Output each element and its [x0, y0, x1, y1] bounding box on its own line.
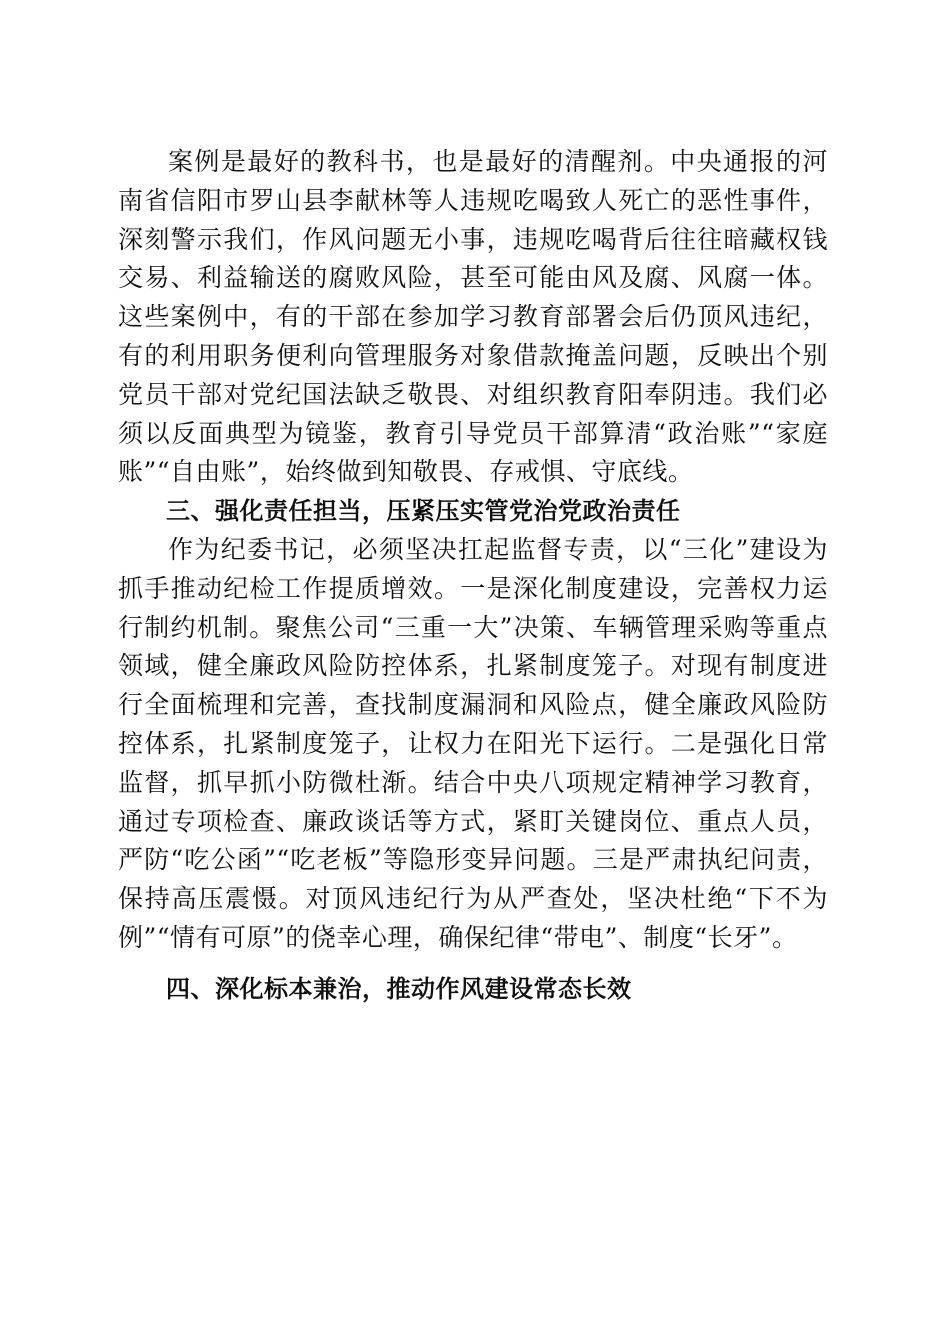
section-heading-4: 四、深化标本兼治，推动作风建设常态长效	[166, 974, 632, 1003]
document-body	[118, 143, 828, 1009]
body-paragraph: 案例是最好的教科书，也是最好的清醒剂。中央通报的河南省信阳市罗山县李献林等人违规吃喝致人死亡的恶性事件，深刻警示我们，作风问题无小事，违规吃喝背后往往暗藏权钱交易、利益输送的腐败风险，甚至可能由风及腐、风腐一体。这些案例中，有的干部在参加学习教育部署会后仍顶风违纪，有的利用职务便利向管理服务对象借款掩盖问题，反映出个别党员干部对党纪国法缺乏敬畏、对组织教育阳奉阴违。我们必须以反面典型为镜鉴，教育引导党员干部算清“政治账”“家庭账”“自由账”，始终做到知敬畏、存戒惧、守底线。	[118, 147, 828, 487]
section-heading-3: 三、强化责任担当，压紧压实管党治党政治责任	[166, 497, 681, 526]
body-paragraph: 作为纪委书记，必须坚决扛起监督专责，以“三化”建设为抓手推动纪检工作提质增效。一是深化制度建设，完善权力运行制约机制。聚焦公司“三重一大”决策、车辆管理采购等重点领域，健全廉政风险防控体系，扎紧制度笼子。对现有制度进行全面梳理和完善，查找制度漏洞和风险点，健全廉政风险防控体系，扎紧制度笼子，让权力在阳光下运行。二是强化日常监督，抓早抓小防微杜渐。结合中央八项规定精神学习教育，通过专项检查、廉政谈话等方式，紧盯关键岗位、重点人员，严防“吃公函”“吃老板”等隐形变异问题。三是严肃执纪问责，保持高压震慑。对顶风违纪行为从严查处，坚决杜绝“下不为例”“情有可原”的侥幸心理，确保纪律“带电”、制度“长牙”。	[118, 534, 828, 952]
